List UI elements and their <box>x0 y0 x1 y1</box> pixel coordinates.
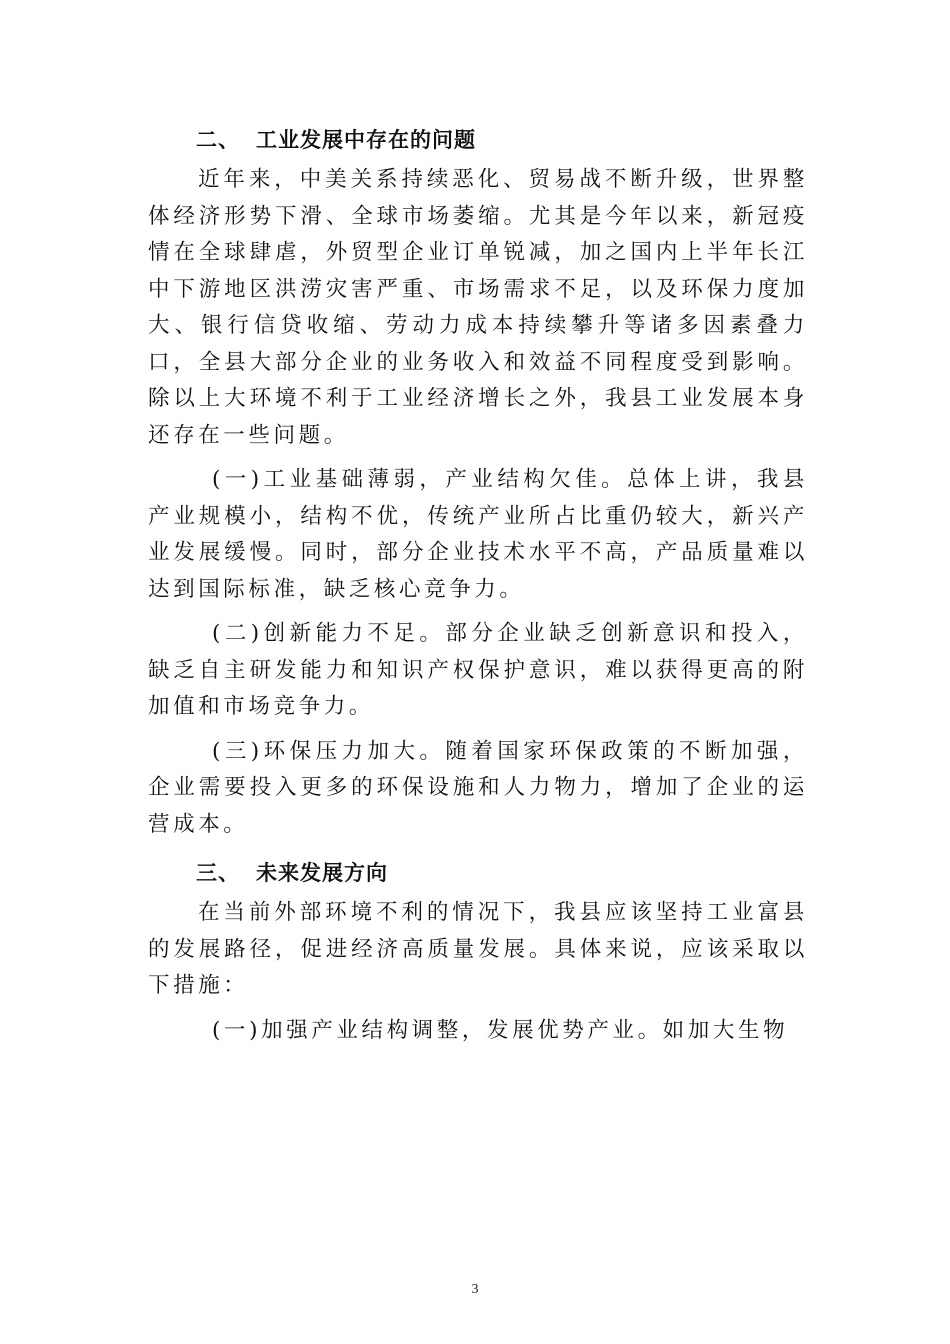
section-heading-3 <box>148 851 808 895</box>
section-heading-2 <box>148 118 808 162</box>
paragraph-issue-1: (一)工业基础薄弱，产业结构欠佳。总体上讲，我县产业规模小，结构不优，传统产业所占比重仍较大，新兴产业发展缓慢。同时，部分企业技术水平不高，产品质量难以达到国际标准，缺乏核心竞争力。 <box>148 467 808 602</box>
section-title: 未来发展方向 <box>256 861 388 885</box>
section-title: 工业发展中存在的问题 <box>256 128 476 152</box>
section-number: 三、 <box>196 861 240 885</box>
paragraph-issue-2: (二)创新能力不足。部分企业缺乏创新意识和投入，缺乏自主研发能力和知识产权保护意识，难以获得更高的附加值和市场竞争力。 <box>148 621 808 719</box>
paragraph-issue-3: (三)环保压力加大。随着国家环保政策的不断加强，企业需要投入更多的环保设施和人力物力，增加了企业的运营成本。 <box>148 738 808 837</box>
page-content <box>148 118 808 1057</box>
paragraph-measure-1: (一)加强产业结构调整，发展优势产业。如加大生物 <box>212 1017 789 1043</box>
paragraph-direction: 在当前外部环境不利的情况下，我县应该坚持工业富县的发展路径，促进经济高质量发展。具体来说，应该采取以下措施： <box>148 900 808 998</box>
section-number: 二、 <box>196 128 240 152</box>
paragraph-intro: 近年来，中美关系持续恶化、贸易战不断升级，世界整体经济形势下滑、全球市场萎缩。尤其是今年以来，新冠疫情在全球肆虐，外贸型企业订单锐减，加之国内上半年长江中下游地区洪涝灾害严重、市场需求不足，以及环保力度加大、银行信贷收缩、劳动力成本持续攀升等诸多因素叠力口，全县大部分企业的业务收入和效益不同程度受到影响。除以上大环境不利于工业经济增长之外，我县工业发展本身还存在一些问题。 <box>148 167 808 448</box>
page-number: 3 <box>471 1282 479 1297</box>
